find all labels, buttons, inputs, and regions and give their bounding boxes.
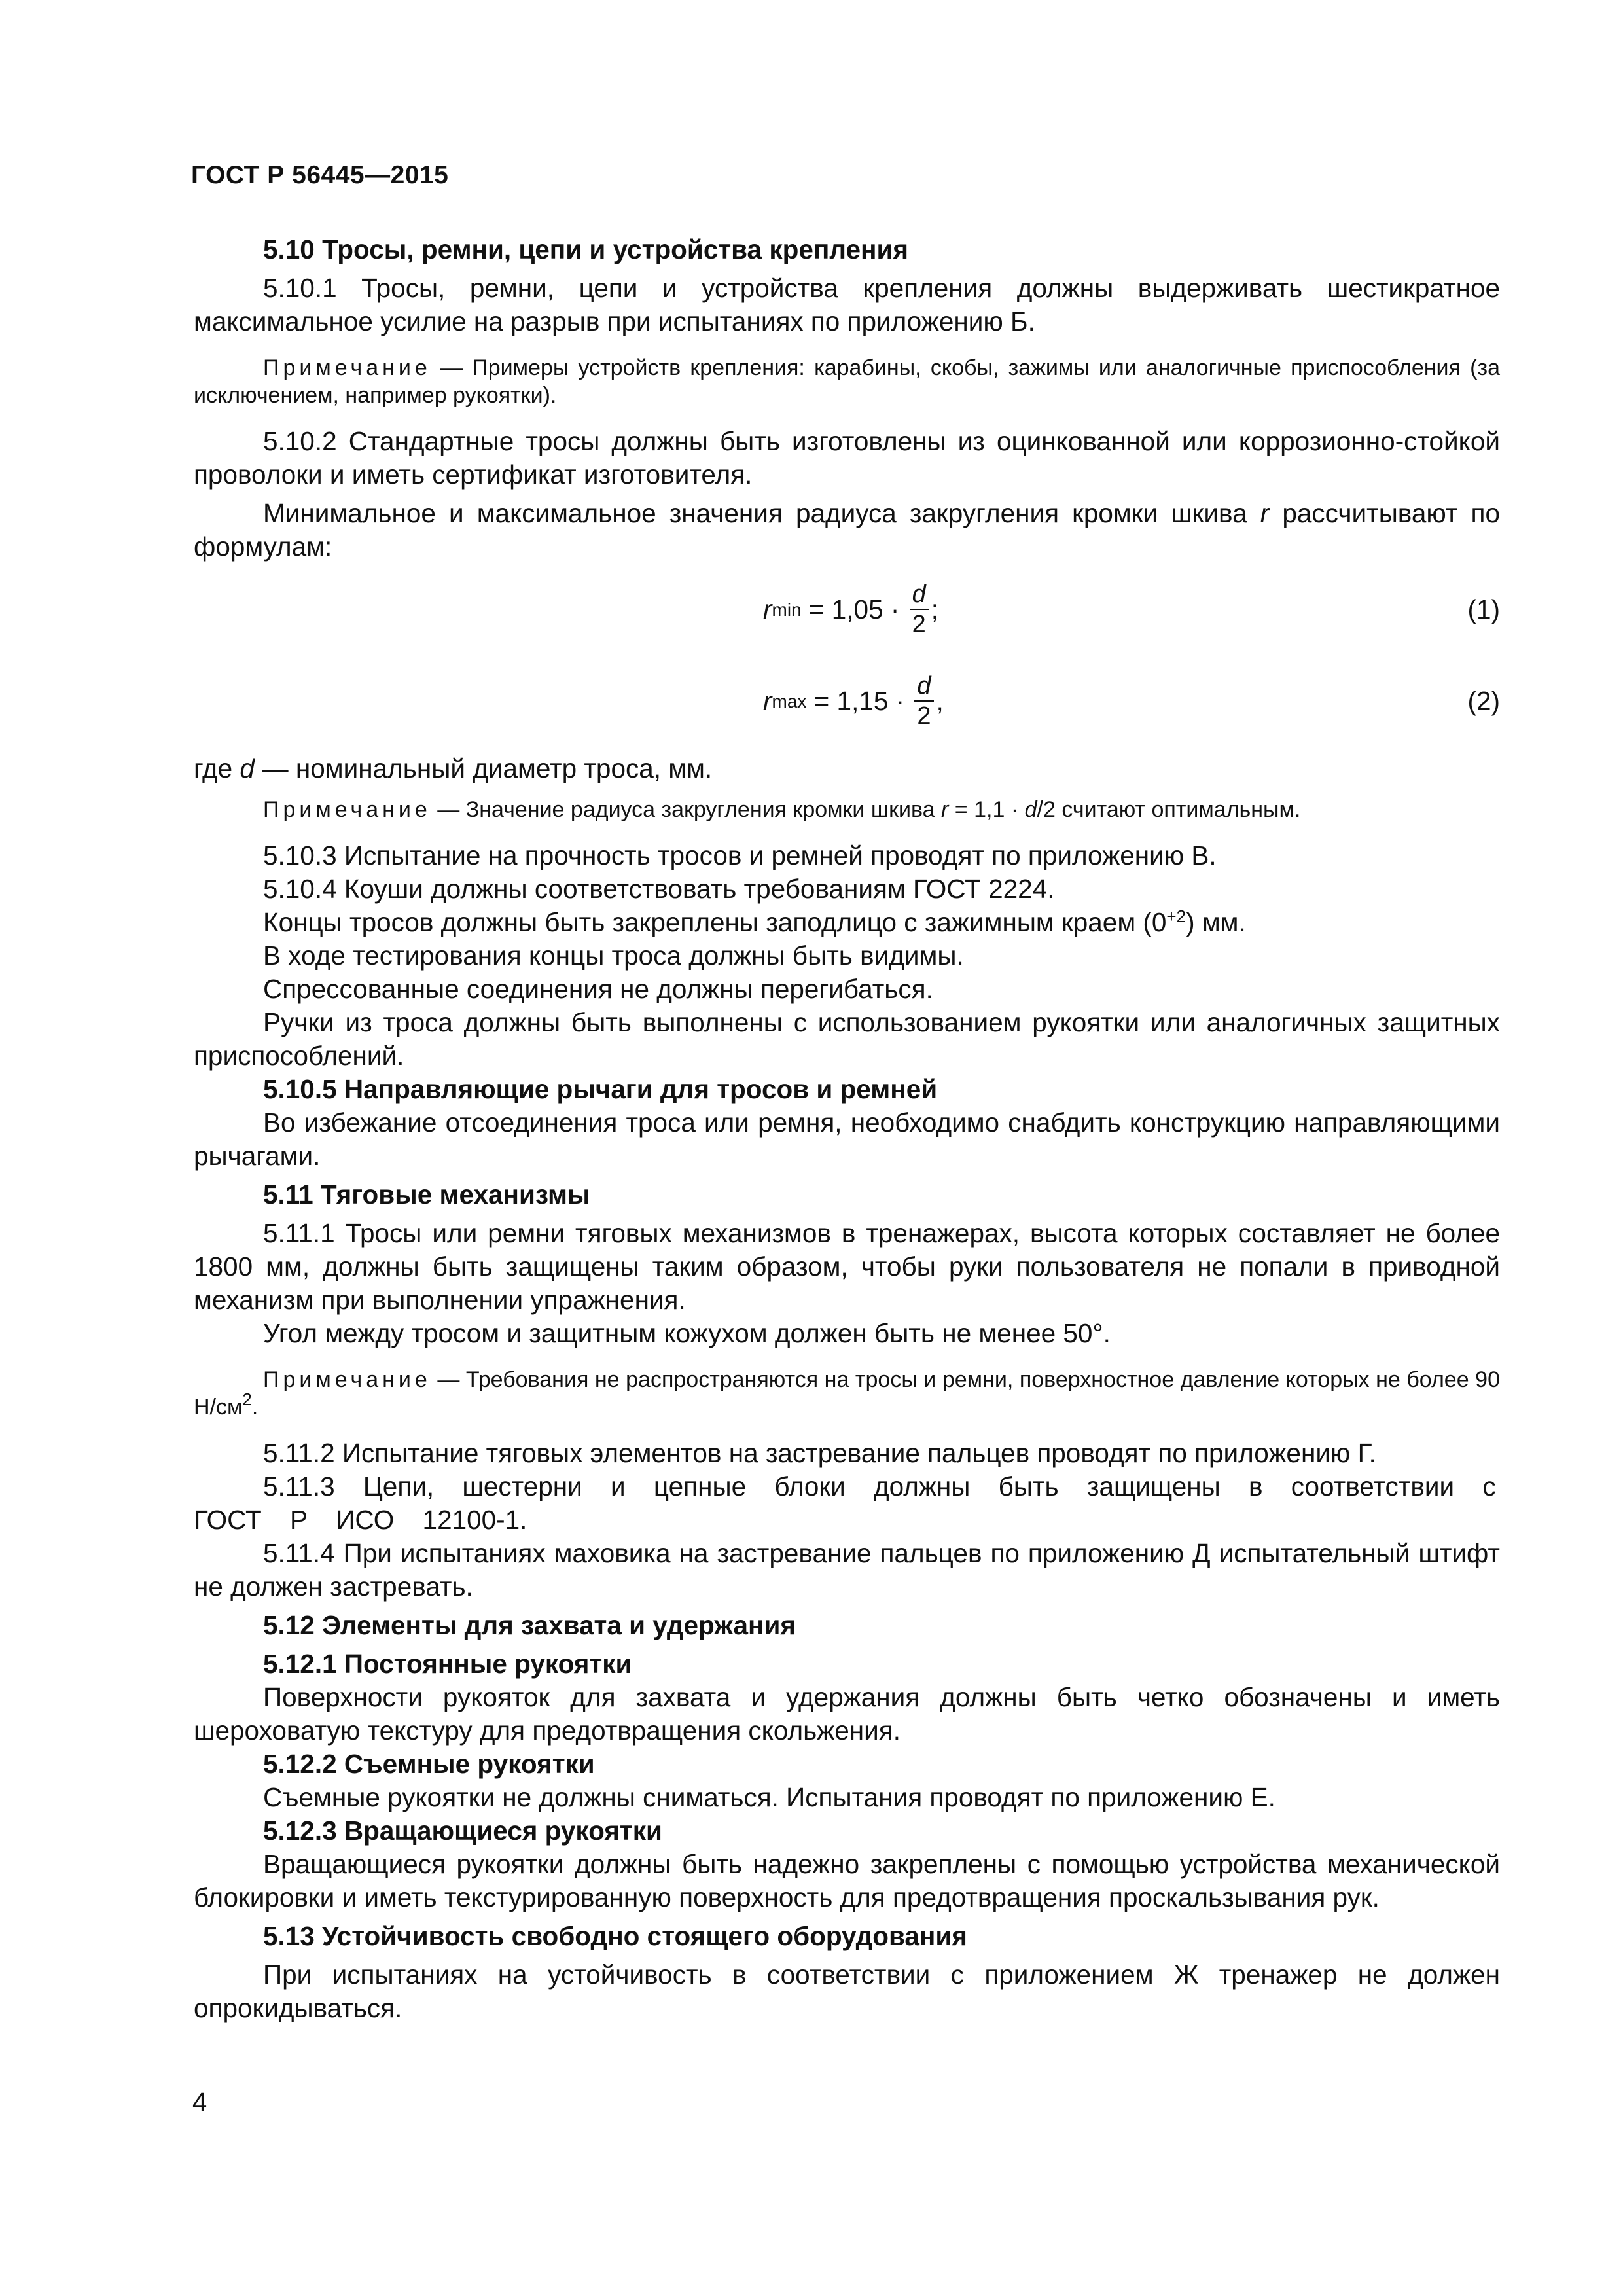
paragraph-5-10-4: 5.10.4 Коуши должны соответствовать требованиям ГОСТ 2224. — [263, 874, 1055, 904]
paragraph-5-10-1: 5.10.1 Тросы, ремни, цепи и устройства крепления должны выдерживать шестикратное максимальное усилие на разрыв при испытаниях по приложению Б. — [194, 273, 1500, 336]
paragraph-handles: Ручки из троса должны быть выполнены с использованием рукоятки или аналогичных защитных приспособлений. — [194, 1007, 1500, 1071]
note-radius: Примечание — Значение радиуса закругления кромки шкива r = 1,1 · d/2 считают оптимальным. — [263, 797, 1301, 822]
note-text: — Примеры устройств крепления: карабины, скобы, зажимы или аналогичные приспособления (за исключением, например рукоятки). — [194, 355, 1500, 408]
paragraph-cable-ends: Концы тросов должны быть закреплены заподлицо с зажимным краем $(0^{+2})$ мм. — [263, 906, 1246, 937]
paragraph-guide-levers: Во избежание отсоединения троса или ремня, необходимо снабдить конструкцию направляющими рычагами. — [194, 1107, 1500, 1171]
paragraph-angle: Угол между тросом и защитным кожухом должен быть не менее 50°. — [263, 1318, 1111, 1348]
section-heading-5-12-1: 5.12.1 Постоянные рукоятки — [263, 1649, 632, 1679]
note-5-10-1 — [194, 354, 1500, 409]
document-body — [194, 233, 1500, 2025]
formula-1-number: (1) — [1467, 594, 1500, 624]
page-number: 4 — [192, 2088, 207, 2117]
note-pressure: Примечание — Требования не распространяются на тросы и ремни, поверхностное давление которых не более 90 $Н/см^2$. — [194, 1367, 1500, 1420]
paragraph-5-10-3: 5.10.3 Испытание на прочность тросов и ремней проводят по приложению В. — [263, 840, 1217, 870]
formula-1-var: r — [763, 594, 772, 624]
paragraph-5-10-2: 5.10.2 Стандартные тросы должны быть изготовлены из оцинкованной или коррозионно-стойкой проволоки и иметь сертификат изготовителя. — [194, 426, 1500, 490]
section-heading-5-10: 5.10 Тросы, ремни, цепи и устройства крепления — [263, 234, 909, 264]
formula-1-fraction: $\frac{d}{2}$ — [910, 580, 929, 639]
paragraph-5-11-4: 5.11.4 При испытаниях маховика на застревание пальцев по приложению Д испытательный штифт не должен застревать. — [194, 1538, 1500, 1602]
paragraph-5-12-2: Съемные рукоятки не должны сниматься. Испытания проводят по приложению Е. — [263, 1782, 1275, 1812]
paragraph-5-11-3: 5.11.3 Цепи, шестерни и цепные блоки должны быть защищены в соответствии с ГОСТ Р ИСО 12100-1. — [194, 1471, 1496, 1535]
section-heading-5-12: 5.12 Элементы для захвата и удержания — [263, 1610, 796, 1640]
paragraph-crimped: Спрессованные соединения не должны перегибаться. — [263, 974, 933, 1004]
formula-2-number: (2) — [1467, 685, 1500, 716]
formula-1: r min = 1,05 · $\frac{d}{2}$ ; (1) — [194, 564, 1500, 655]
formula-2: r max = 1,15 · $\frac{d}{2}$ , (2) — [194, 655, 1500, 747]
section-heading-5-11: 5.11 Тяговые механизмы — [263, 1179, 590, 1210]
paragraph-5-12-3: Вращающиеся рукоятки должны быть надежно закреплены с помощью устройства механической блокировки и иметь текстурированную поверхность для предотвращения проскальзывания рук. — [194, 1849, 1500, 1912]
note-label: Примечание — [263, 797, 431, 822]
paragraph-radius-formulas: Минимальное и максимальное значения радиуса закругления кромки шкива r рассчитывают по формулам: — [194, 498, 1500, 562]
paragraph-ends-visible: В ходе тестирования концы троса должны быть видимы. — [263, 941, 964, 971]
paragraph-5-11-1: 5.11.1 Тросы или ремни тяговых механизмов в тренажерах, высота которых составляет не более 1800 мм, должны быть защищены таким образом, чтобы руки пользователя не попали в приводной механизм при выполнении упражнения. — [194, 1218, 1500, 1315]
standard-header: ГОСТ Р 56445—2015 — [191, 161, 449, 189]
paragraph-5-13: При испытаниях на устойчивость в соответствии с приложением Ж тренажер не должен опрокидываться. — [194, 1960, 1500, 2023]
section-heading-5-12-2: 5.12.2 Съемные рукоятки — [263, 1749, 595, 1779]
section-heading-5-12-3: 5.12.3 Вращающиеся рукоятки — [263, 1816, 662, 1846]
where-clause: где d — номинальный диаметр троса, мм. — [194, 753, 713, 783]
paragraph-5-11-2: 5.11.2 Испытание тяговых элементов на застревание пальцев проводят по приложению Г. — [263, 1438, 1376, 1468]
formula-2-var: r — [763, 685, 772, 716]
formula-2-fraction: $\frac{d}{2}$ — [914, 672, 933, 730]
paragraph-5-12-1: Поверхности рукояток для захвата и удержания должны быть четко обозначены и иметь шероховатую текстуру для предотвращения скольжения. — [194, 1682, 1500, 1746]
note-label: Примечание — [263, 1367, 431, 1392]
section-heading-5-13: 5.13 Устойчивость свободно стоящего оборудования — [263, 1921, 967, 1951]
section-heading-5-10-5: 5.10.5 Направляющие рычаги для тросов и ремней — [263, 1074, 938, 1104]
note-label: Примечание — [263, 355, 431, 380]
